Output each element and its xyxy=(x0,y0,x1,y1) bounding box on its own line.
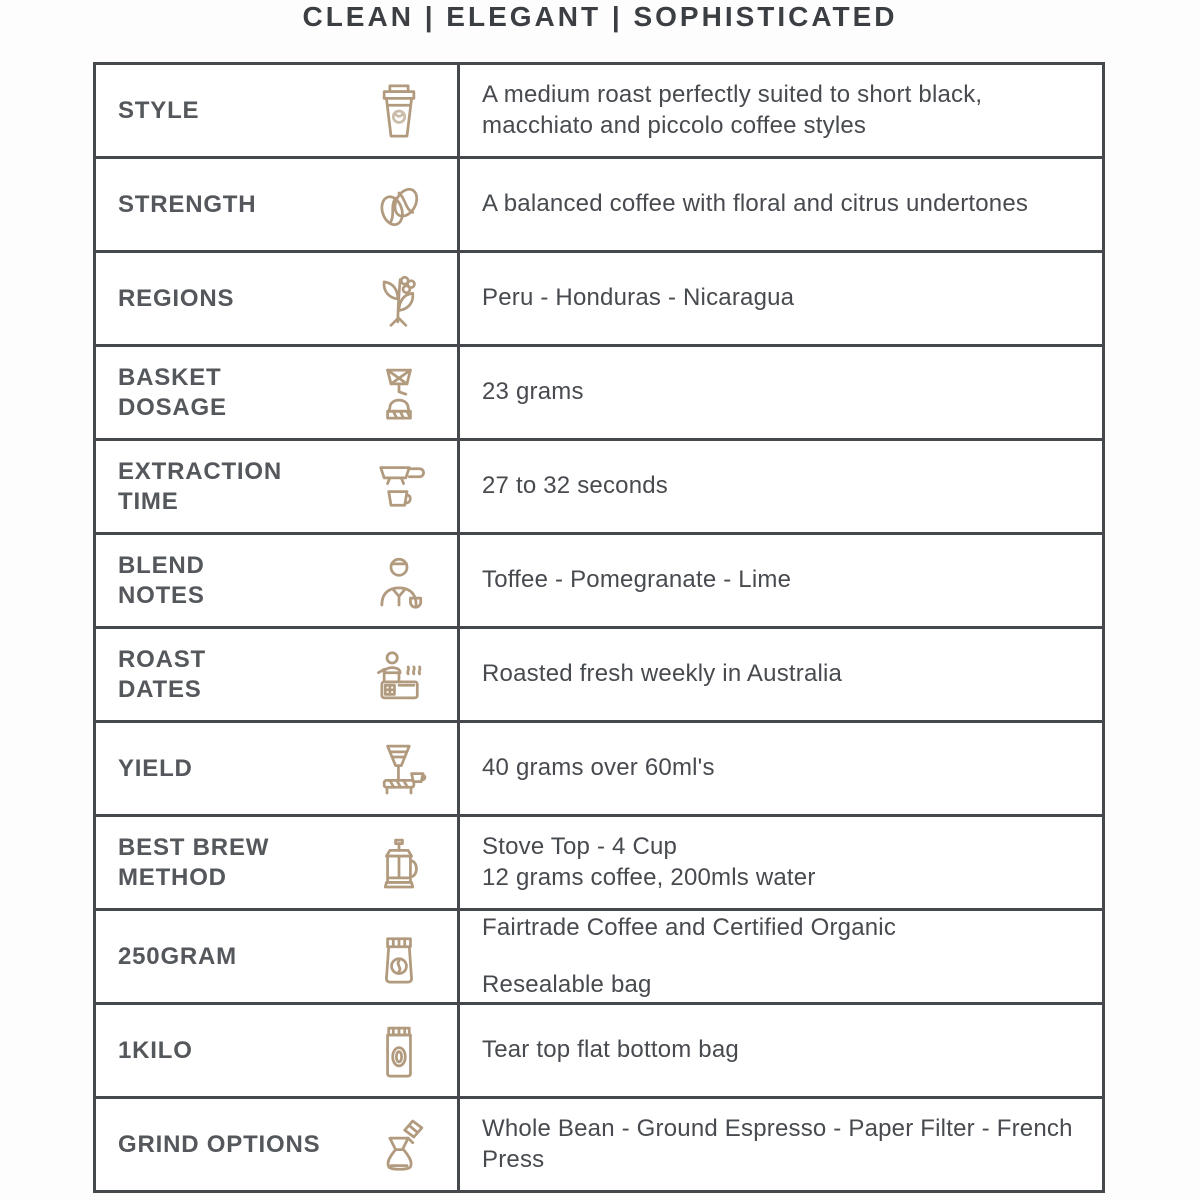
table-row-blend-notes xyxy=(96,532,1102,626)
description-line: Resealable bag xyxy=(482,971,652,998)
takeaway-cup-icon xyxy=(367,79,431,143)
row-label xyxy=(118,754,193,784)
coffee-plant-icon xyxy=(367,267,431,331)
description-cell xyxy=(460,65,1102,156)
row-label xyxy=(118,942,237,972)
row-label-line: DATES xyxy=(118,675,202,703)
row-label-line: EXTRACTION xyxy=(118,457,282,485)
label-cell xyxy=(96,629,460,720)
description-cell xyxy=(460,1005,1102,1096)
description-cell xyxy=(460,1099,1102,1190)
row-label-line: TIME xyxy=(118,487,179,515)
description-line: Toffee - Pomegranate - Lime xyxy=(482,566,792,594)
coffee-roaster-icon xyxy=(367,643,431,707)
description-line: Stove Top - 4 Cup xyxy=(482,833,678,861)
description-line: 40 grams over 60ml's xyxy=(482,754,715,782)
description-cell xyxy=(460,441,1102,532)
description-cell xyxy=(460,911,1102,1002)
row-label xyxy=(118,551,205,611)
label-cell xyxy=(96,65,460,156)
coffee-bag-large-icon xyxy=(367,1019,431,1083)
description-cell xyxy=(460,535,1102,626)
row-label-line: 1KILO xyxy=(118,1036,193,1064)
row-label-line: BASKET xyxy=(118,363,222,391)
description-line: A balanced coffee with floral and citrus undertones xyxy=(482,190,1029,218)
coffee-bag-small-icon xyxy=(367,925,431,989)
row-label xyxy=(118,645,206,705)
pour-over-icon xyxy=(367,1113,431,1177)
barista-icon xyxy=(367,549,431,613)
row-label-line: REGIONS xyxy=(118,284,235,312)
row-label-line: DOSAGE xyxy=(118,393,227,421)
description-cell xyxy=(460,723,1102,814)
label-cell xyxy=(96,441,460,532)
label-cell xyxy=(96,347,460,438)
french-press-icon xyxy=(367,831,431,895)
row-label xyxy=(118,457,282,517)
row-label-line: BLEND xyxy=(118,551,205,579)
label-cell xyxy=(96,1005,460,1096)
portafilter-cup-icon xyxy=(367,455,431,519)
table-row-best-brew-method xyxy=(96,814,1102,908)
description-line: A medium roast perfectly suited to short black, macchiato and piccolo coffee styles xyxy=(482,81,983,139)
label-cell xyxy=(96,253,460,344)
label-cell xyxy=(96,817,460,908)
row-label-line: NOTES xyxy=(118,581,205,609)
row-label-line: GRIND OPTIONS xyxy=(118,1130,321,1158)
row-label-line: YIELD xyxy=(118,754,193,782)
dosing-basket-icon xyxy=(367,361,431,425)
row-label xyxy=(118,1036,193,1066)
row-label-line: METHOD xyxy=(118,863,227,891)
description-line: 23 grams xyxy=(482,378,584,406)
table-row-grind-options xyxy=(96,1096,1102,1190)
table-row-1kilo xyxy=(96,1002,1102,1096)
description-line: Whole Bean - Ground Espresso - Paper Filter - French Press xyxy=(482,1115,1073,1173)
label-cell xyxy=(96,1099,460,1190)
description-cell xyxy=(460,347,1102,438)
row-label-line: STYLE xyxy=(118,96,200,124)
spec-table xyxy=(93,62,1105,1193)
description-cell xyxy=(460,629,1102,720)
page-title: CLEAN | ELEGANT | SOPHISTICATED xyxy=(302,1,898,32)
row-label-line: ROAST xyxy=(118,645,206,673)
description-line: Tear top flat bottom bag xyxy=(482,1036,739,1064)
scales-icon xyxy=(367,737,431,801)
description-cell xyxy=(460,159,1102,250)
description-line: Fairtrade Coffee and Certified Organic xyxy=(482,913,897,941)
table-row-strength xyxy=(96,156,1102,250)
row-label xyxy=(118,284,234,314)
table-row-regions xyxy=(96,250,1102,344)
table-row-basket-dosage xyxy=(96,344,1102,438)
table-row-style xyxy=(96,65,1102,156)
description-line: Peru - Honduras - Nicaragua xyxy=(482,284,795,312)
description-cell xyxy=(460,253,1102,344)
label-cell xyxy=(96,723,460,814)
table-row-250gram xyxy=(96,908,1102,1002)
table-row-extraction-time xyxy=(96,438,1102,532)
row-label xyxy=(118,96,199,126)
description-line: 27 to 32 seconds xyxy=(482,472,669,500)
row-label xyxy=(118,1130,320,1160)
label-cell xyxy=(96,911,460,1002)
description-line: Roasted fresh weekly in Australia xyxy=(482,660,843,688)
description-cell xyxy=(460,817,1102,908)
label-cell xyxy=(96,159,460,250)
row-label-line: 250GRAM xyxy=(118,942,237,970)
coffee-beans-icon xyxy=(367,173,431,237)
row-label xyxy=(118,833,269,893)
row-label-line: STRENGTH xyxy=(118,190,257,218)
row-label xyxy=(118,363,227,423)
label-cell xyxy=(96,535,460,626)
table-row-yield xyxy=(96,720,1102,814)
row-label-line: BEST BREW xyxy=(118,833,270,861)
row-label xyxy=(118,190,256,220)
table-row-roast-dates xyxy=(96,626,1102,720)
description-line: 12 grams coffee, 200mls water xyxy=(482,863,816,891)
